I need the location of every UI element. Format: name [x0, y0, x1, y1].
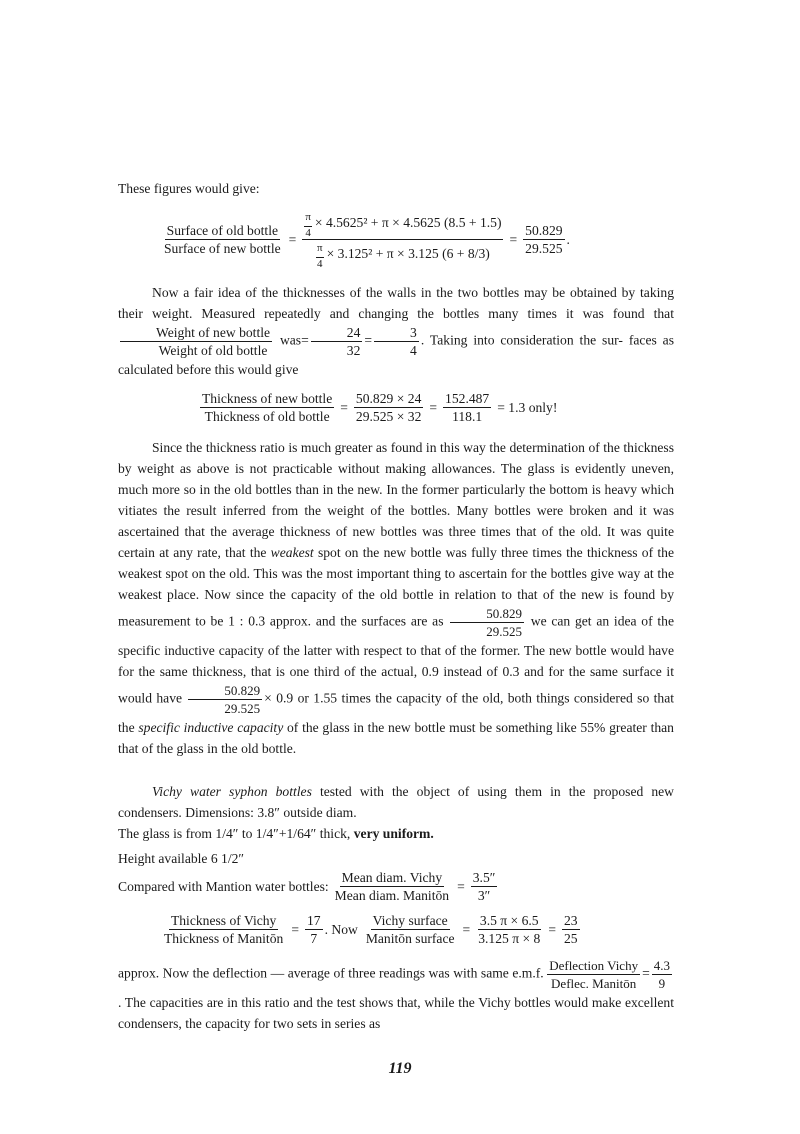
page-number: 119	[388, 1060, 412, 1077]
deflection-paragraph: approx. Now the deflection — average of three readings was with same e.m.f. $\frac{\text{Deflection Vichy}}{\text{Deflec. Manitōn}}$ = $\frac{4.3}{9}$ . The capacities are in this ratio and the test shows that, while the Vichy bottles would make excellent condensers, the capacity for two sets in series as	[118, 958, 674, 1031]
mean-diameter-line: Compared with Mantion water bottles: $\frac{\text{Mean diam. Vichy}}{\text{Mean diam. Manitōn}}$ = $\frac{3.5''}{3''}$	[118, 870, 496, 903]
glass-line: The glass is from 1/4″ to 1/4″+1/64″ thick, very uniform.	[118, 826, 434, 841]
weight-paragraph: Now a fair idea of the thicknesses of the walls in the two bottles may be obtained by taking their weight. Measured repeatedly and changing the bottles many times it was found that $\frac{\text{Weight of new bottle}}{\text{Weight of old bottle}}$ was= $\frac{24}{32}$ = $\frac{3}{4}$ . Taking into consideration the sur- faces as calculated before this would give	[118, 285, 674, 377]
surface-new-label: Surface of new bottle	[164, 241, 281, 256]
page-body	[118, 178, 674, 1034]
vichy-ratio-equation: $\frac{\text{Thickness of Vichy}}{\text{Thickness of Manitōn}}$ = $\frac{17}{7}$ . Now $\frac{\text{Vichy surface}}{\text{Manitōn surface}}$ = $\frac{3.5 \pi \times 6.5}{3.125 \pi \times 8}$ = $\frac{23}{25}$	[164, 913, 578, 946]
surface-result-fraction: $\frac{50.829}{29.525}$	[525, 223, 563, 256]
new-surface-formula: × 3.125² + π × 3.125 (6 + 8/3)	[326, 246, 490, 262]
old-surface-formula: × 4.5625² + π × 4.5625 (8.5 + 1.5)	[314, 215, 502, 231]
surface-old-label: Surface of old bottle	[166, 223, 278, 238]
weight-ratio-fraction: $\frac{\text{Weight of new bottle}}{\text{Weight of old bottle}}$	[120, 324, 272, 359]
vichy-paragraph: Vichy water syphon bottles tested with the object of using them in the proposed new condensers. Dimensions: 3.8″ outside diam.	[118, 784, 674, 820]
surface-ratio-fraction	[162, 222, 283, 257]
surface-ratio-equation: $\frac{\text{Surface of old bottle}}{\text{Surface of new bottle}}$ = $\frac{\pi}{4}$ × 4.5625² + π × 4.5625 (8.5 + 1.5) $\frac{\pi}{4}$ × 3.125² + π × 3.125 (6 + 8/3) = $\frac{50.829}{29.525}$ .	[164, 211, 570, 270]
thickness-ratio-equation: $\frac{\text{Thickness of new bottle}}{\text{Thickness of old bottle}}$ = $\frac{50.829 \times 24}{29.525 \times 32}$ = $\frac{152.487}{118.1}$ = 1.3 only!	[202, 391, 558, 424]
intro-line: These figures would give:	[118, 181, 260, 196]
height-line: Height available 6 1/2″	[118, 851, 245, 866]
capacity-paragraph: Since the thickness ratio is much greater as found in this way the determination of the thickness by weight as above is not practicable without making allowances. The glass is evidently uneven, much more so in the old bottles than in the new. In the former particularly the bottom is heavy which vitiates the result inferred from the weight of the bottles. Many bottles were broken and it was ascertained that the average thickness of new bottles was three times that of the old. It was quite certain at any rate, that the weakest spot on the new bottle was fully three times the thickness of the weakest spot on the old. This was the most important thing to ascertain for the bottles give way at the weakest place. Now since the capacity of the old bottle in relation to that of the new is found by measurement to be 1 : 0.3 approx. and the surfaces are as $\frac{50.829}{29.525}$ we can get an idea of the specific inductive capacity of the latter with respect to that of the former. The new bottle would have for the same thickness, that is one third of the actual, 0.9 instead of 0.3 and for the same surface it would have $\frac{50.829}{29.525}$ × 0.9 or 1.55 times the capacity of the old, both things considered so that the specific inductive capacity of the glass in the new bottle must be something like 55% greater than that of the glass in the old bottle.	[118, 440, 675, 756]
surface-formula-fraction: $\frac{\pi}{4}$ × 4.5625² + π × 4.5625 (8.5 + 1.5) $\frac{\pi}{4}$ × 3.125² + π × 3.125 (6 + 8/3)	[302, 209, 503, 270]
